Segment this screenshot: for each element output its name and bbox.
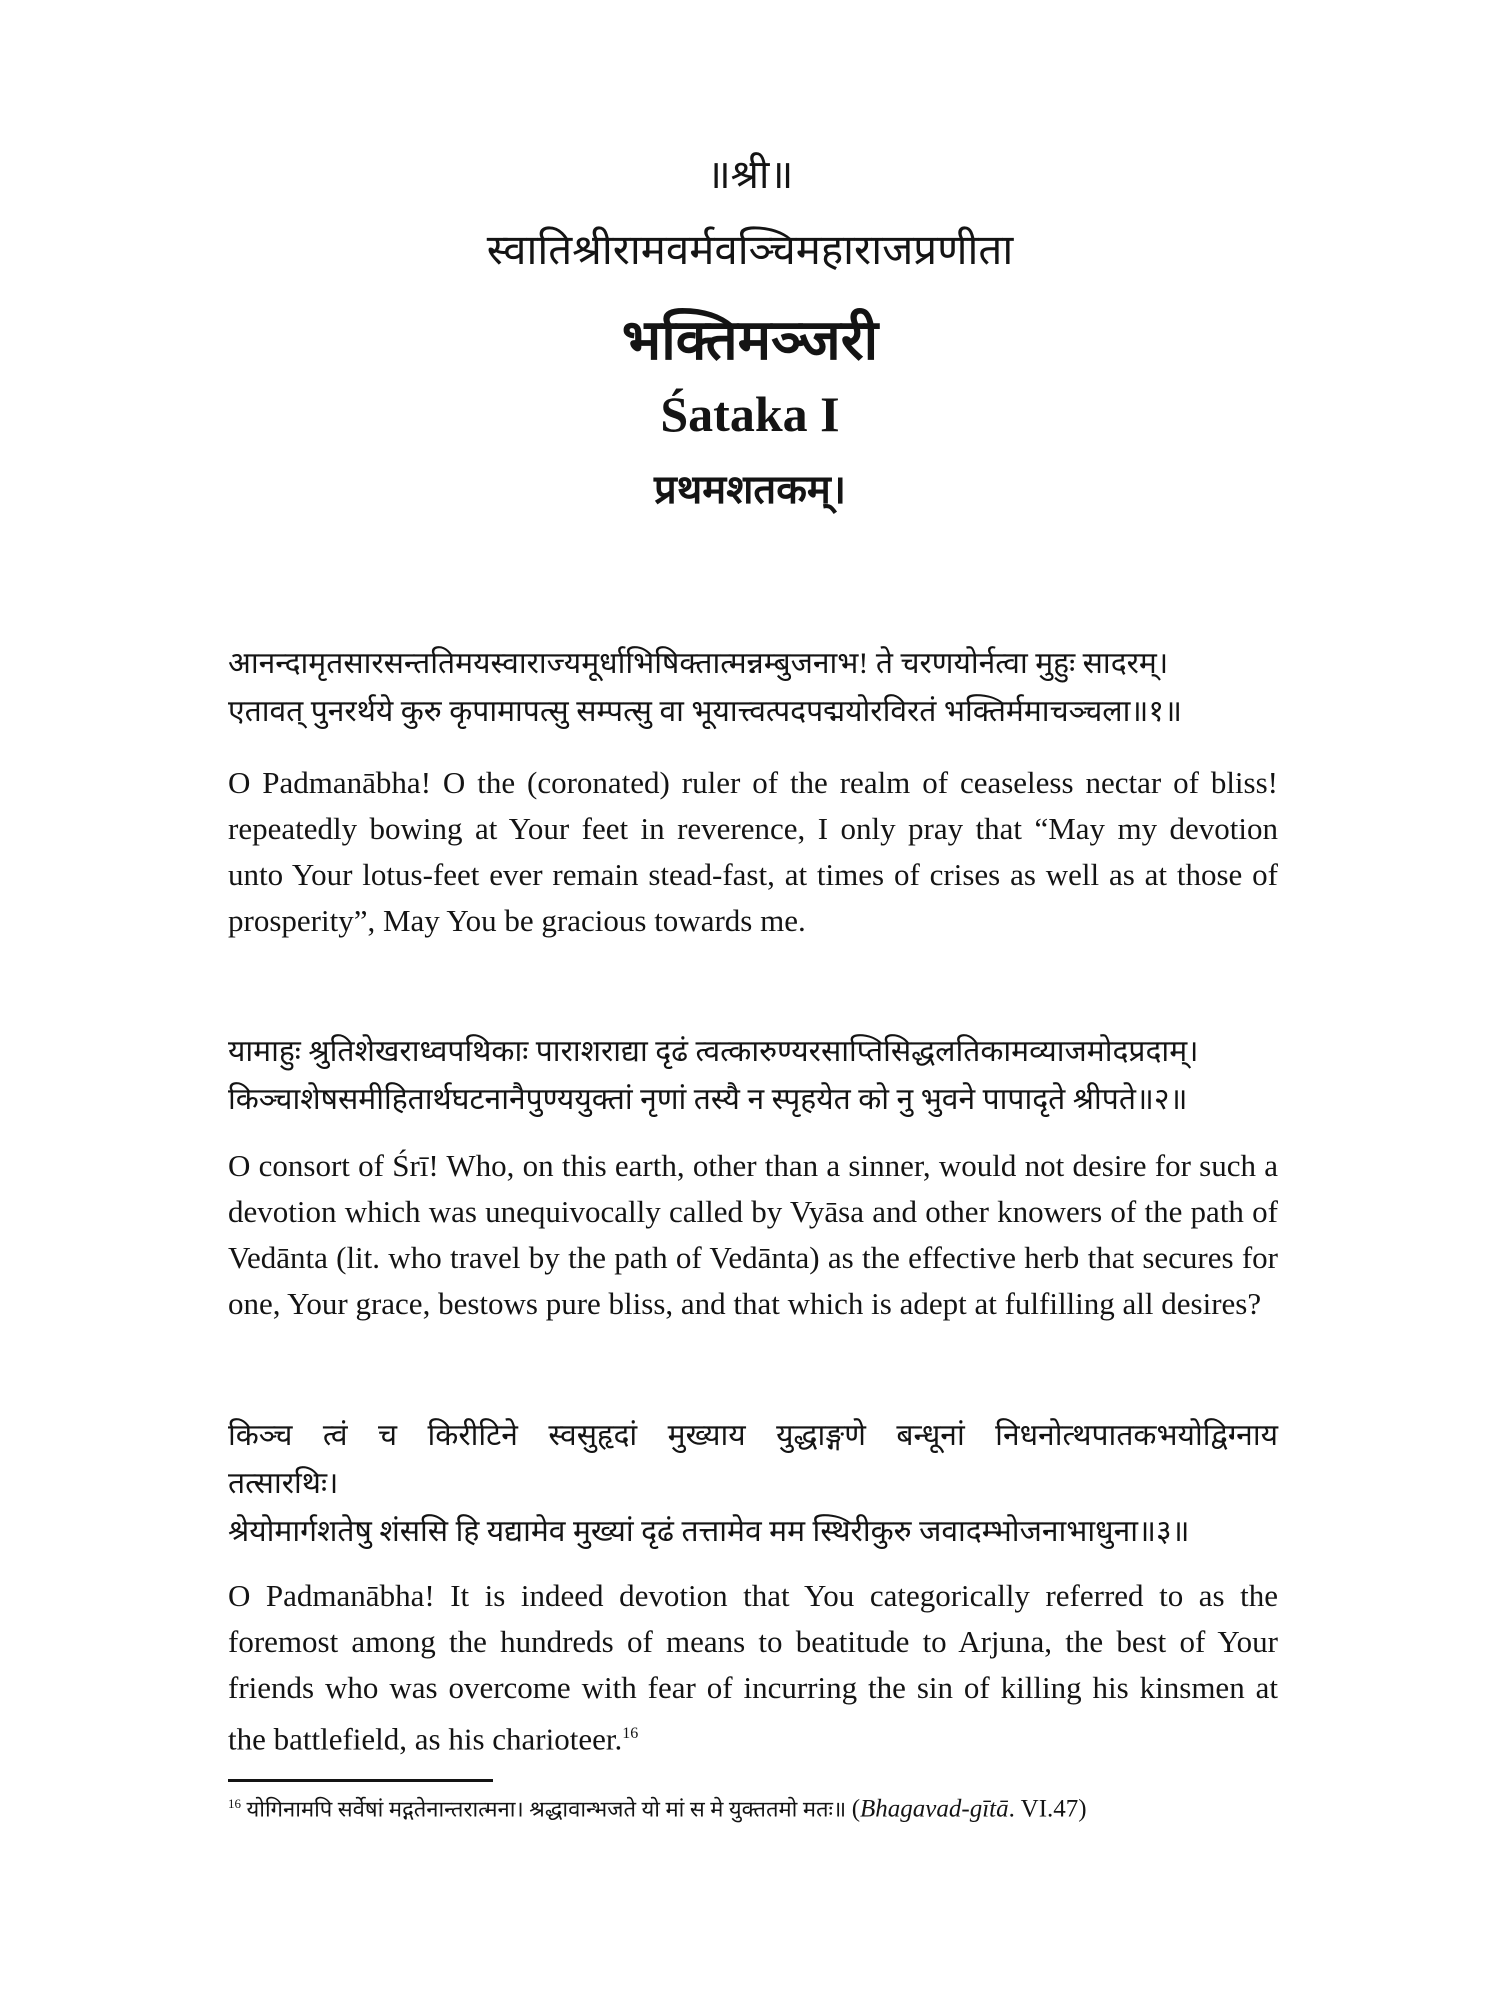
- author-subtitle: स्वातिश्रीरामवर्मवञ्चिमहाराजप्रणीता: [486, 228, 1014, 274]
- verse-line: किञ्चाशेषसमीहितार्थघटनानैपुण्ययुक्तां नृणां तस्यै न स्पृहयेत को नु भुवने पापादृते श्रीपते॥२॥: [228, 1083, 1188, 1116]
- verse-2-sanskrit: [228, 1028, 1278, 1124]
- verse-line: तत्सारथिः।: [228, 1467, 339, 1500]
- footnote-mark: 16: [228, 1796, 241, 1811]
- page-title: भक्तिमञ्जरी: [621, 310, 879, 372]
- verse-3-translation: [228, 1573, 1278, 1762]
- footnote-reference: 16: [622, 1725, 639, 1742]
- footnote: [228, 1786, 1278, 1827]
- verse-line: एतावत् पुनरर्थये कुरु कृपामापत्सु सम्पत्सु वा भूयात्त्वत्पदपद्मयोरविरतं भक्तिर्ममाचञ्चला॥१॥: [228, 695, 1182, 728]
- verse-1-translation: O Padmanābha! O the (coronated) ruler of the realm of ceaseless nectar of bliss! repeatedly bowing at Your feet in reverence, I only pray that “May my devotion unto Your lotus-feet ever remain stead-fast, at times of crises as well as at those of prosperity”, May You be gracious towards me.: [228, 765, 1278, 938]
- verse-1-sanskrit: [228, 640, 1278, 736]
- verse-3-sanskrit-cont: [228, 1460, 1278, 1556]
- footnote-divider: [228, 1779, 493, 1782]
- verse-line: किञ्च त्वं च किरीटिने स्वसुहृदां मुख्याय युद्धाङ्गणे बन्धूनां निधनोत्थपातकभयोद्विग्नाय: [228, 1419, 1278, 1452]
- verse-3-sanskrit: [228, 1412, 1278, 1460]
- section-subheading: प्रथमशतकम्।: [653, 467, 847, 512]
- verse-line: यामाहुः श्रुतिशेखराध्वपथिकाः पाराशराद्या दृढं त्वत्कारुण्यरसाप्तिसिद्धलतिकामव्याजमोदप्रदाम्।: [228, 1035, 1199, 1068]
- footnote-source-ref: . VI.47): [1008, 1795, 1087, 1823]
- footnote-text: योगिनामपि सर्वेषां मद्गतेनान्तरात्मना। श्रद्धावान्भजते यो मां स मे युक्ततमो मतः॥: [246, 1796, 847, 1822]
- verse-3-translation-text: O Padmanābha! It is indeed devotion that You categorically referred to as the foremost among the hundreds of means to beatitude to Arjuna, the best of Your friends who was overcome with fear of incurring the sin of killing his kinsmen at the battlefield, as his charioteer.: [228, 1578, 1278, 1757]
- invocation-shri: ॥श्री॥: [706, 152, 794, 197]
- verse-line: श्रेयोमार्गशतेषु शंससि हि यद्यामेव मुख्यां दृढं तत्तामेव मम स्थिरीकुरु जवादम्भोजनाभाधुना॥३॥: [228, 1515, 1190, 1548]
- verse-line: आनन्दामृतसारसन्ततिमयस्वाराज्यमूर्धाभिषिक्तात्मन्नम्बुजनाभ! ते चरणयोर्नत्वा मुहुः सादरम्।: [228, 647, 1169, 680]
- footnote-source: (Bhagavad-gītā. VI.47): [851, 1795, 1087, 1823]
- section-heading: Śataka I: [660, 386, 840, 442]
- verse-2-translation: O consort of Śrī! Who, on this earth, other than a sinner, would not desire for such a devotion which was unequivocally called by Vyāsa and other knowers of the path of Vedānta (lit. who travel by the path of Vedānta) as the effective herb that secures for one, Your grace, bestows pure bliss, and that which is adept at fulfilling all desires?: [228, 1148, 1278, 1321]
- footnote-source-title: Bhagavad-gītā: [860, 1795, 1009, 1823]
